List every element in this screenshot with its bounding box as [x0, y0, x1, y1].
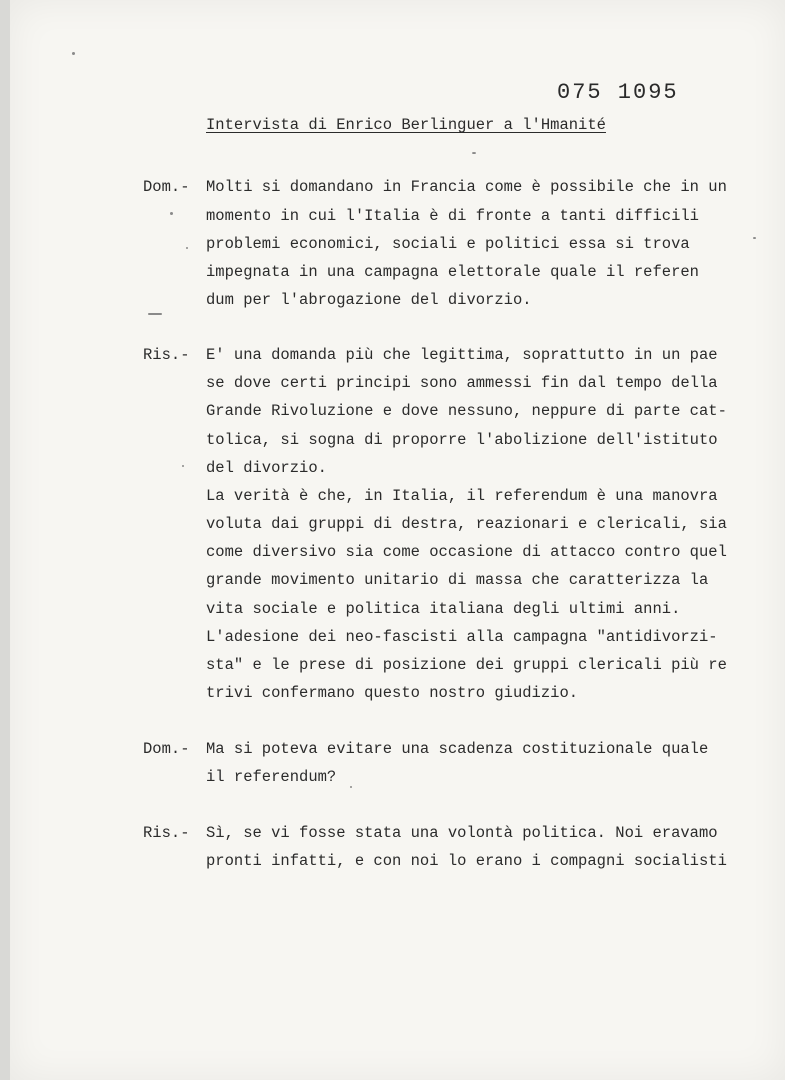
text-line: vita sociale e politica italiana degli ultimi anni.	[206, 600, 681, 618]
typewritten-page	[10, 0, 785, 1080]
text-line: Sì, se vi fosse stata una volontà politica. Noi eravamo	[206, 824, 718, 842]
scan-speck	[186, 247, 188, 249]
answer-label: Ris.-	[143, 824, 190, 842]
question-label: Dom.-	[143, 178, 190, 196]
scan-speck	[182, 465, 184, 467]
text-line: il referendum?	[206, 768, 337, 786]
text-line: Grande Rivoluzione e dove nessuno, neppure di parte cat-	[206, 402, 727, 420]
text-line: se dove certi principi sono ammessi fin dal tempo della	[206, 374, 718, 392]
text-line: trivi confermano questo nostro giudizio.	[206, 684, 579, 702]
text-line: Ma si poteva evitare una scadenza costituzionale quale	[206, 740, 709, 758]
text-line: grande movimento unitario di massa che caratterizza la	[206, 571, 709, 589]
text-line: come diversivo sia come occasione di attacco contro quel	[206, 543, 727, 561]
text-line: voluta dai gruppi di destra, reazionari e clericali, sia	[206, 515, 727, 533]
scan-speck	[350, 786, 352, 788]
text-line: impegnata in una campagna elettorale quale il referen	[206, 263, 699, 281]
text-line: La verità è che, in Italia, il referendum è una manovra	[206, 487, 718, 505]
scan-speck	[170, 212, 173, 215]
text-line: problemi economici, sociali e politici essa si trova	[206, 235, 690, 253]
scan-speck	[472, 152, 476, 154]
text-line: tolica, si sogna di proporre l'abolizione dell'istituto	[206, 431, 718, 449]
question-label: Dom.-	[143, 740, 190, 758]
text-line: sta" e le prese di posizione dei gruppi clericali più re	[206, 656, 727, 674]
scan-speck	[72, 52, 75, 55]
text-line: del divorzio.	[206, 459, 327, 477]
text-line: pronti infatti, e con noi lo erano i compagni socialisti	[206, 852, 727, 870]
text-line: momento in cui l'Italia è di fronte a tanti difficili	[206, 207, 699, 225]
text-line: L'adesione dei neo-fascisti alla campagna "antidivorzi-	[206, 628, 718, 646]
document-title: Intervista di Enrico Berlinguer a l'Hmanité	[206, 116, 606, 134]
text-line: dum per l'abrogazione del divorzio.	[206, 291, 532, 309]
text-line: E' una domanda più che legittima, soprattutto in un pae	[206, 346, 718, 364]
scan-speck	[753, 237, 756, 239]
answer-label: Ris.-	[143, 346, 190, 364]
text-line: Molti si domandano in Francia come è possibile che in un	[206, 178, 727, 196]
document-number: 075 1095	[557, 80, 679, 105]
scan-speck	[148, 313, 162, 315]
